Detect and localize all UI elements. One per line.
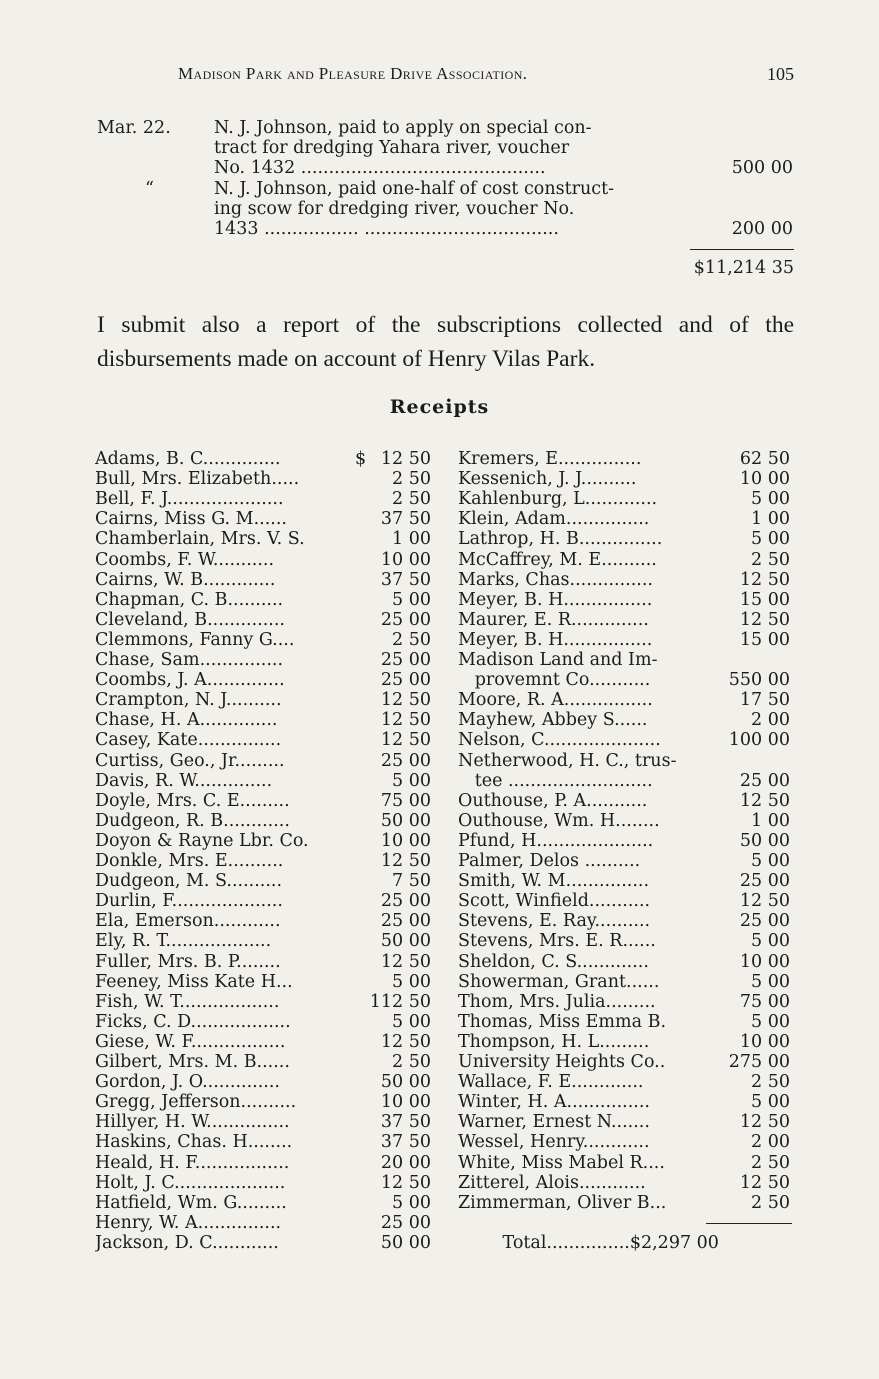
receipt-name: Stevens, E. Ray.......... — [458, 911, 651, 932]
receipt-row — [95, 771, 435, 791]
receipt-name: Henry, W. A............... — [95, 1212, 282, 1233]
receipt-row — [95, 1092, 435, 1112]
receipt-row — [95, 1173, 435, 1193]
page-number: 105 — [767, 64, 794, 84]
receipt-row — [458, 1173, 794, 1193]
receipt-amount: 5 00 — [751, 971, 790, 992]
receipt-row — [95, 851, 435, 871]
receipt-row — [95, 550, 435, 570]
receipt-amount: 2 00 — [751, 710, 790, 731]
receipt-name: Kremers, E............... — [458, 449, 642, 469]
receipt-name: Fuller, Mrs. B. P........ — [95, 951, 281, 972]
receipt-name: Sheldon, C. S............. — [458, 951, 649, 972]
receipt-amount: 5 00 — [751, 931, 790, 952]
receipt-amount: 2 50 — [392, 489, 431, 510]
ledger-entry — [97, 179, 797, 241]
receipt-amount: 5 00 — [751, 489, 790, 510]
receipt-name: Cairns, Miss G. M...... — [95, 509, 287, 530]
receipt-row — [458, 831, 794, 851]
receipt-row — [458, 871, 794, 891]
receipt-name: Gregg, Jefferson.......... — [95, 1092, 297, 1113]
receipt-row — [458, 570, 794, 590]
receipt-amount: 12 50 — [739, 1112, 790, 1133]
receipt-name: Curtiss, Geo., Jr......... — [95, 750, 285, 771]
receipt-row — [458, 1012, 794, 1032]
receipt-name: provemnt Co........... — [458, 670, 651, 691]
receipt-amount: 10 00 — [380, 830, 431, 851]
receipt-amount: 5 00 — [751, 1011, 790, 1032]
receipt-name: McCaffrey, M. E.......... — [458, 549, 657, 570]
receipt-amount: 25 00 — [739, 911, 790, 932]
receipt-amount: 37 50 — [380, 509, 431, 530]
receipt-name: Cleveland, B.............. — [95, 609, 285, 630]
receipt-row — [95, 811, 435, 831]
receipt-name: Chamberlain, Mrs. V. S. — [95, 529, 305, 550]
receipt-row — [458, 610, 794, 630]
receipt-name: Meyer, B. H................ — [458, 629, 653, 650]
ledger-entry — [97, 118, 797, 180]
receipt-amount: 5 00 — [392, 971, 431, 992]
receipt-row — [95, 1032, 435, 1052]
receipt-amount: 37 50 — [380, 1132, 431, 1153]
receipt-row — [458, 791, 794, 811]
entry-date: Mar. 22. — [97, 118, 171, 138]
running-header — [178, 64, 798, 90]
receipt-row — [458, 1233, 794, 1253]
total-rule — [706, 1223, 792, 1224]
receipt-amount: 5 00 — [751, 529, 790, 550]
receipt-row — [95, 529, 435, 549]
receipt-name: Thom, Mrs. Julia......... — [458, 991, 656, 1012]
receipt-amount: 100 00 — [728, 730, 790, 751]
receipt-row — [95, 891, 435, 911]
receipt-row — [95, 690, 435, 710]
receipt-amount: 12 50 — [739, 790, 790, 811]
receipt-amount: 5 00 — [751, 851, 790, 871]
receipt-amount: 2 50 — [751, 549, 790, 570]
receipt-row — [95, 751, 435, 771]
receipt-row — [95, 911, 435, 931]
receipt-name: Stevens, Mrs. E. R...... — [458, 931, 656, 952]
receipt-name: Casey, Kate............... — [95, 730, 282, 751]
receipt-amount: 12 50 — [380, 690, 431, 711]
entry-line: tract for dredging Yahara river, voucher — [214, 138, 570, 158]
receipt-amount: 2 50 — [392, 629, 431, 650]
receipt-amount: 12 50 — [739, 891, 790, 912]
receipt-amount: 10 00 — [380, 1092, 431, 1113]
ditto-mark: “ — [145, 179, 154, 199]
receipt-row — [95, 871, 435, 891]
ledger-total: $11,214 35 — [693, 258, 794, 278]
receipt-amount: 10 00 — [380, 549, 431, 570]
receipt-name: Jackson, D. C............ — [95, 1232, 279, 1253]
receipt-amount: 2 50 — [751, 1192, 790, 1213]
receipt-row — [95, 610, 435, 630]
receipt-name: Maurer, E. R.............. — [458, 609, 649, 630]
receipt-amount: 2 00 — [751, 1132, 790, 1153]
receipt-row — [458, 891, 794, 911]
entry-amount: 200 00 — [731, 219, 793, 239]
receipt-amount: 50 00 — [380, 810, 431, 831]
receipt-name: Thomas, Miss Emma B. — [458, 1011, 667, 1032]
receipt-name: Bull, Mrs. Elizabeth..... — [95, 469, 300, 490]
receipt-row — [458, 1132, 794, 1152]
receipt-row — [458, 630, 794, 650]
receipt-amount: 50 00 — [739, 830, 790, 851]
receipt-row — [95, 710, 435, 730]
receipt-row — [95, 992, 435, 1012]
receipt-name: Donkle, Mrs. E.......... — [95, 851, 284, 871]
receipt-row — [95, 509, 435, 529]
receipt-name: Nelson, C..................... — [458, 730, 661, 751]
receipt-name: Madison Land and Im- — [458, 650, 658, 670]
receipt-amount: 12 50 — [380, 951, 431, 972]
receipt-row — [95, 590, 435, 610]
receipt-row — [458, 529, 794, 549]
receipt-amount: 10 00 — [739, 469, 790, 490]
receipt-amount: 50 00 — [380, 1232, 431, 1253]
receipt-name: Davis, R. W.............. — [95, 770, 273, 791]
receipt-amount: 2 50 — [751, 1072, 790, 1093]
receipt-amount: 12 50 — [380, 710, 431, 731]
receipt-row — [95, 1052, 435, 1072]
receipt-name: Dudgeon, R. B............ — [95, 810, 290, 831]
receipt-name: Kessenich, J. J.......... — [458, 469, 637, 490]
receipt-name: Cairns, W. B............. — [95, 569, 276, 590]
receipt-name: Moore, R. A................ — [458, 690, 653, 711]
receipt-row — [458, 911, 794, 931]
receipt-name: Ely, R. T................... — [95, 931, 272, 952]
receipt-row — [95, 831, 435, 851]
receipt-row — [95, 1153, 435, 1173]
receipt-row — [95, 670, 435, 690]
receipt-name: Marks, Chas............... — [458, 569, 653, 590]
receipt-row — [458, 449, 794, 469]
receipt-amount: 1 00 — [751, 810, 790, 831]
receipt-row — [95, 630, 435, 650]
receipt-name: Outhouse, P. A........... — [458, 790, 648, 811]
receipt-row — [458, 931, 794, 951]
receipt-amount: 25 00 — [739, 871, 790, 892]
receipt-amount: 75 00 — [739, 991, 790, 1012]
receipt-amount: 1 00 — [392, 529, 431, 550]
section-heading: Receipts — [389, 396, 490, 418]
receipt-amount: 12 50 — [739, 569, 790, 590]
receipt-name: Fish, W. T.................. — [95, 991, 280, 1012]
receipt-amount: 2 50 — [751, 1152, 790, 1173]
receipt-name: Ficks, C. D.................. — [95, 1011, 291, 1032]
receipt-name: Hillyer, H. W............... — [95, 1112, 290, 1133]
receipt-name: Pfund, H..................... — [458, 830, 654, 851]
receipt-amount: 2 50 — [392, 469, 431, 490]
receipt-name: Doyon & Rayne Lbr. Co. — [95, 830, 309, 851]
receipt-row — [95, 449, 435, 469]
receipt-name: tee .......................... — [458, 770, 653, 791]
receipt-amount: 12 50 — [380, 730, 431, 751]
receipt-amount: 5 00 — [751, 1092, 790, 1113]
receipt-amount: 15 00 — [739, 629, 790, 650]
receipt-name: Crampton, N. J.......... — [95, 690, 282, 711]
receipt-name: Holt, J. C.................... — [95, 1172, 286, 1193]
receipt-amount: 2 50 — [392, 1052, 431, 1072]
receipt-row — [458, 509, 794, 529]
receipt-row — [95, 1112, 435, 1132]
receipt-row — [95, 1132, 435, 1152]
receipt-name: Scott, Winfield........... — [458, 891, 651, 912]
receipt-row — [95, 1012, 435, 1032]
receipt-amount: 12 50 — [380, 1031, 431, 1052]
receipt-name: Gordon, J. O.............. — [95, 1072, 280, 1093]
receipt-amount: 37 50 — [380, 1112, 431, 1133]
receipt-row — [95, 1213, 435, 1233]
receipt-name: Adams, B. C.............. — [95, 449, 281, 469]
receipt-row — [95, 650, 435, 670]
receipt-row — [458, 972, 794, 992]
receipt-row — [458, 992, 794, 1012]
receipt-name: Ela, Emerson............ — [95, 911, 281, 932]
receipt-amount: 50 00 — [380, 1072, 431, 1093]
receipt-amount: 62 50 — [739, 449, 790, 469]
receipt-amount: 10 00 — [739, 1031, 790, 1052]
receipt-name: Feeney, Miss Kate H... — [95, 971, 293, 992]
receipt-amount: 10 00 — [739, 951, 790, 972]
receipt-amount: 5 00 — [392, 1192, 431, 1213]
receipt-row — [95, 1233, 435, 1253]
receipt-row — [95, 972, 435, 992]
receipt-amount: 15 00 — [739, 589, 790, 610]
receipt-name: Gilbert, Mrs. M. B...... — [95, 1052, 290, 1072]
receipt-amount: 112 50 — [369, 991, 431, 1012]
receipt-amount: 12 50 — [739, 609, 790, 630]
receipt-name: Netherwood, H. C., trus- — [458, 750, 677, 771]
receipt-amount: 550 00 — [728, 670, 790, 691]
receipt-amount: 12 50 — [739, 1172, 790, 1193]
receipt-name: Heald, H. F................. — [95, 1152, 290, 1173]
sum-rule — [690, 249, 794, 250]
receipt-name: Haskins, Chas. H........ — [95, 1132, 293, 1153]
receipt-name: Coombs, J. A.............. — [95, 670, 285, 691]
receipt-row — [458, 489, 794, 509]
receipt-name: Mayhew, Abbey S...... — [458, 710, 648, 731]
entry-amount: 500 00 — [731, 158, 793, 178]
receipt-name: Dudgeon, M. S.......... — [95, 871, 283, 892]
receipt-row — [458, 710, 794, 730]
receipt-amount: 5 00 — [392, 589, 431, 610]
receipt-name: Clemmons, Fanny G.... — [95, 629, 295, 650]
receipt-amount: 75 00 — [380, 790, 431, 811]
receipt-name: Wallace, F. E............. — [458, 1072, 644, 1093]
receipt-name: Zitterel, Alois............ — [458, 1172, 646, 1193]
receipt-name: Thompson, H. L......... — [458, 1031, 650, 1052]
receipt-row — [458, 650, 794, 670]
receipt-name: Chase, H. A.............. — [95, 710, 278, 731]
entry-line: No. 1432 ............................................ — [214, 158, 546, 178]
receipt-row — [458, 670, 794, 690]
report-paragraph: I submit also a report of the subscriptions collected and of the disbursements made on account of Henry Vilas Park. — [97, 312, 794, 372]
receipt-amount: 25 00 — [380, 1212, 431, 1233]
receipt-name: Hatfield, Wm. G......... — [95, 1192, 287, 1213]
receipt-row — [95, 1193, 435, 1213]
receipt-row — [95, 489, 435, 509]
receipt-amount: 5 00 — [392, 1011, 431, 1032]
receipt-name: University Heights Co.. — [458, 1052, 666, 1072]
receipt-row — [458, 690, 794, 710]
receipt-name: Palmer, Delos .......... — [458, 851, 641, 871]
receipt-name: Klein, Adam............... — [458, 509, 650, 530]
receipt-amount: 275 00 — [728, 1052, 790, 1072]
receipt-amount: 25 00 — [380, 609, 431, 630]
receipt-row — [458, 811, 794, 831]
receipt-row — [458, 1072, 794, 1092]
receipt-name: Meyer, B. H................ — [458, 589, 653, 610]
receipt-row — [95, 730, 435, 750]
receipt-name: Winter, H. A............... — [458, 1092, 650, 1113]
receipt-row — [458, 590, 794, 610]
receipt-row — [458, 1112, 794, 1132]
receipt-name: Lathrop, H. B............... — [458, 529, 663, 550]
receipt-amount: 17 50 — [739, 690, 790, 711]
dollar-sign: $ — [355, 449, 367, 469]
receipt-row — [458, 1153, 794, 1173]
receipt-name: Total...............$2,297 00 — [458, 1232, 719, 1253]
receipt-amount: 12 50 — [380, 851, 431, 871]
receipt-name: Showerman, Grant...... — [458, 971, 660, 992]
receipt-row — [458, 771, 794, 791]
receipt-amount: 1 00 — [751, 509, 790, 530]
receipt-amount: 5 00 — [392, 770, 431, 791]
receipt-amount: 37 50 — [380, 569, 431, 590]
entry-line: N. J. Johnson, paid to apply on special con- — [214, 118, 592, 138]
entry-description — [214, 118, 690, 178]
receipt-name: Durlin, F.................... — [95, 891, 283, 912]
entry-line: ing scow for dredging river, voucher No. — [214, 199, 575, 219]
receipt-name: Warner, Ernest N....... — [458, 1112, 650, 1133]
receipt-amount: 25 00 — [380, 670, 431, 691]
receipt-amount: 50 00 — [380, 931, 431, 952]
receipt-amount: 20 00 — [380, 1152, 431, 1173]
receipt-amount: 12 50 — [380, 449, 431, 469]
receipt-name: Chapman, C. B.......... — [95, 589, 284, 610]
receipt-name: Giese, W. F................. — [95, 1031, 286, 1052]
receipt-row — [95, 791, 435, 811]
receipt-row — [458, 1193, 794, 1213]
receipt-row — [95, 469, 435, 489]
receipt-row — [95, 952, 435, 972]
entry-line: 1433 ................. ................................... — [214, 219, 559, 239]
receipt-name: Wessel, Henry............ — [458, 1132, 650, 1153]
receipt-row — [458, 469, 794, 489]
running-title: Madison Park and Pleasure Drive Association. — [178, 64, 528, 83]
receipt-row — [458, 550, 794, 570]
receipt-row — [458, 1032, 794, 1052]
receipt-row — [95, 1072, 435, 1092]
receipt-row — [458, 1052, 794, 1072]
receipt-amount: 25 00 — [380, 650, 431, 670]
receipt-amount: 12 50 — [380, 1172, 431, 1193]
receipt-amount: 25 00 — [380, 750, 431, 771]
receipt-name: Coombs, F. W........... — [95, 549, 275, 570]
receipt-amount: 7 50 — [392, 871, 431, 892]
receipt-name: Bell, F. J..................... — [95, 489, 284, 510]
receipt-name: Chase, Sam............... — [95, 650, 284, 670]
receipt-name: Smith, W. M............... — [458, 871, 650, 892]
entry-description — [214, 179, 690, 239]
receipt-row — [95, 570, 435, 590]
entry-line: N. J. Johnson, paid one-half of cost construct- — [214, 179, 615, 199]
receipt-row — [458, 851, 794, 871]
receipt-name: Zimmerman, Oliver B... — [458, 1192, 667, 1213]
receipt-row — [458, 1092, 794, 1112]
receipt-amount: 25 00 — [739, 770, 790, 791]
receipt-name: White, Miss Mabel R.... — [458, 1152, 665, 1173]
receipt-name: Doyle, Mrs. C. E......... — [95, 790, 290, 811]
receipt-row — [95, 931, 435, 951]
receipt-name: Kahlenburg, L............. — [458, 489, 658, 510]
receipt-amount: 25 00 — [380, 891, 431, 912]
receipt-row — [458, 751, 794, 771]
receipt-name: Outhouse, Wm. H........ — [458, 810, 660, 831]
receipt-row — [458, 952, 794, 972]
receipt-amount: 25 00 — [380, 911, 431, 932]
receipt-row — [458, 730, 794, 750]
